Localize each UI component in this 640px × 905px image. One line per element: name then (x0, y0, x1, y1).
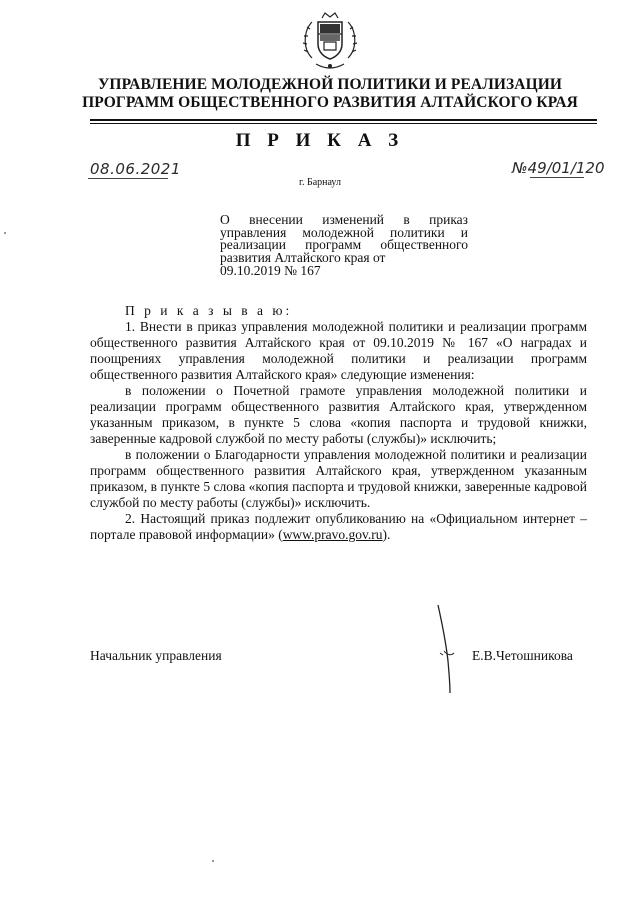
paragraph-4-text: 2. Настоящий приказ подлежит опубликованию на «Официальном интернет – портале правовой информации» ( (90, 511, 587, 542)
header-divider-thick (90, 119, 597, 121)
document-number: №49/01/120 (512, 159, 605, 177)
document-subject: О внесении изменений в приказ управления молодежной политики и реализации программ общественного развития Алтайского края от (220, 212, 468, 265)
body-paragraph-3: в положении о Благодарности управления молодежной политики и реализации программ общественного развития Алтайского края, утвержденном указанным приказом, в пункте 5 слова «копия паспорта и трудовой книжки, заверенные кадровой службой по месту работы (службы)» исключить. (90, 447, 587, 510)
body-paragraph-2: в положении о Почетной грамоте управления молодежной политики и реализации программ общественного развития Алтайского края, утвержденном указанным приказом, в пункте 5 слова «копия паспорта и трудовой книжки, заверенные кадровой службой по месту работы (службы)» исключить; (90, 383, 587, 446)
document-date: 08.06.2021 (90, 160, 181, 178)
header-divider-thin (90, 123, 597, 124)
organization-name-line-2: ПРОГРАММ ОБЩЕСТВЕННОГО РАЗВИТИЯ АЛТАЙСКОГО КРАЯ (82, 94, 578, 111)
paragraph-4-suffix: ). (382, 527, 391, 542)
document-city: г. Барнаул (299, 177, 341, 188)
signatory-name: Е.В.Четошникова (472, 648, 573, 663)
scan-speck (4, 232, 6, 234)
pravo-gov-link[interactable]: www.pravo.gov.ru (282, 527, 383, 542)
document-body (90, 303, 587, 543)
altai-krai-coat-of-arms-icon (298, 8, 362, 74)
order-word: П р и к а з ы в а ю: (125, 303, 293, 318)
handwritten-signature-icon (432, 603, 462, 695)
organization-name-line-1: УПРАВЛЕНИЕ МОЛОДЕЖНОЙ ПОЛИТИКИ И РЕАЛИЗАЦИИ (97, 76, 563, 93)
body-paragraph-4 (90, 511, 587, 543)
signatory-position: Начальник управления (90, 648, 222, 663)
document-title: П Р И К А З (235, 130, 405, 151)
document-subject-reference: 09.10.2019 № 167 (220, 263, 321, 278)
scan-speck (212, 860, 214, 862)
body-paragraph-1: 1. Внести в приказ управления молодежной политики и реализации программ общественного развития Алтайского края от 09.10.2019 № 167 «О наградах и поощрениях управления молодежной политики и реализации программ общественного развития Алтайского края» следующие изменения: (90, 319, 587, 382)
